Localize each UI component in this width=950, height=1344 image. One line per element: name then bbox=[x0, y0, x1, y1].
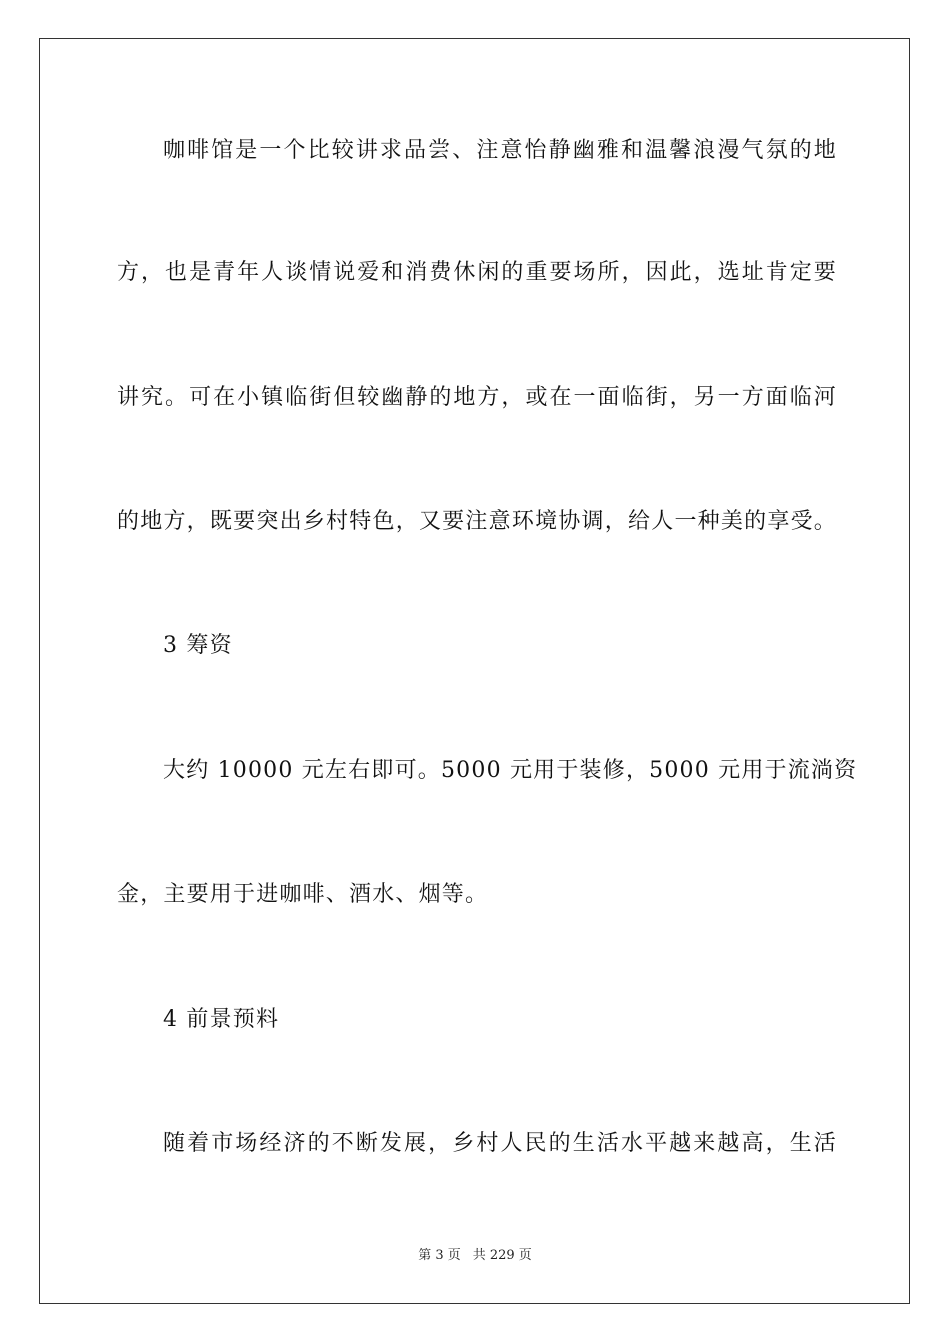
page-border bbox=[39, 38, 910, 1304]
page-number-total: 共 229 页 bbox=[472, 1248, 532, 1263]
page-footer bbox=[0, 1247, 950, 1265]
paragraph-line-4: 的地方，既要突出乡村特色，又要注意环境协调，给人一种美的享受。 bbox=[117, 509, 837, 534]
section-heading-funding: 3 筹资 bbox=[163, 633, 233, 658]
paragraph-line-1: 咖啡馆是一个比较讲求品尝、注意怡静幽雅和温馨浪漫气氛的地 bbox=[163, 138, 837, 163]
paragraph-line-7: 金，主要用于进咖啡、酒水、烟等。 bbox=[117, 882, 489, 907]
paragraph-line-3: 讲究。可在小镇临街但较幽静的地方，或在一面临街，另一方面临河 bbox=[117, 385, 837, 410]
paragraph-line-2: 方，也是青年人谈情说爱和消费休闲的重要场所，因此，选址肯定要 bbox=[117, 260, 837, 285]
page-number-current: 第 3 页 bbox=[418, 1248, 461, 1263]
paragraph-line-9: 随着市场经济的不断发展，乡村人民的生活水平越来越高，生活 bbox=[163, 1131, 837, 1156]
section-heading-outlook: 4 前景预料 bbox=[163, 1007, 280, 1032]
paragraph-line-6: 大约 10000 元左右即可。5000 元用于装修，5000 元用于流淌资 bbox=[163, 758, 858, 783]
